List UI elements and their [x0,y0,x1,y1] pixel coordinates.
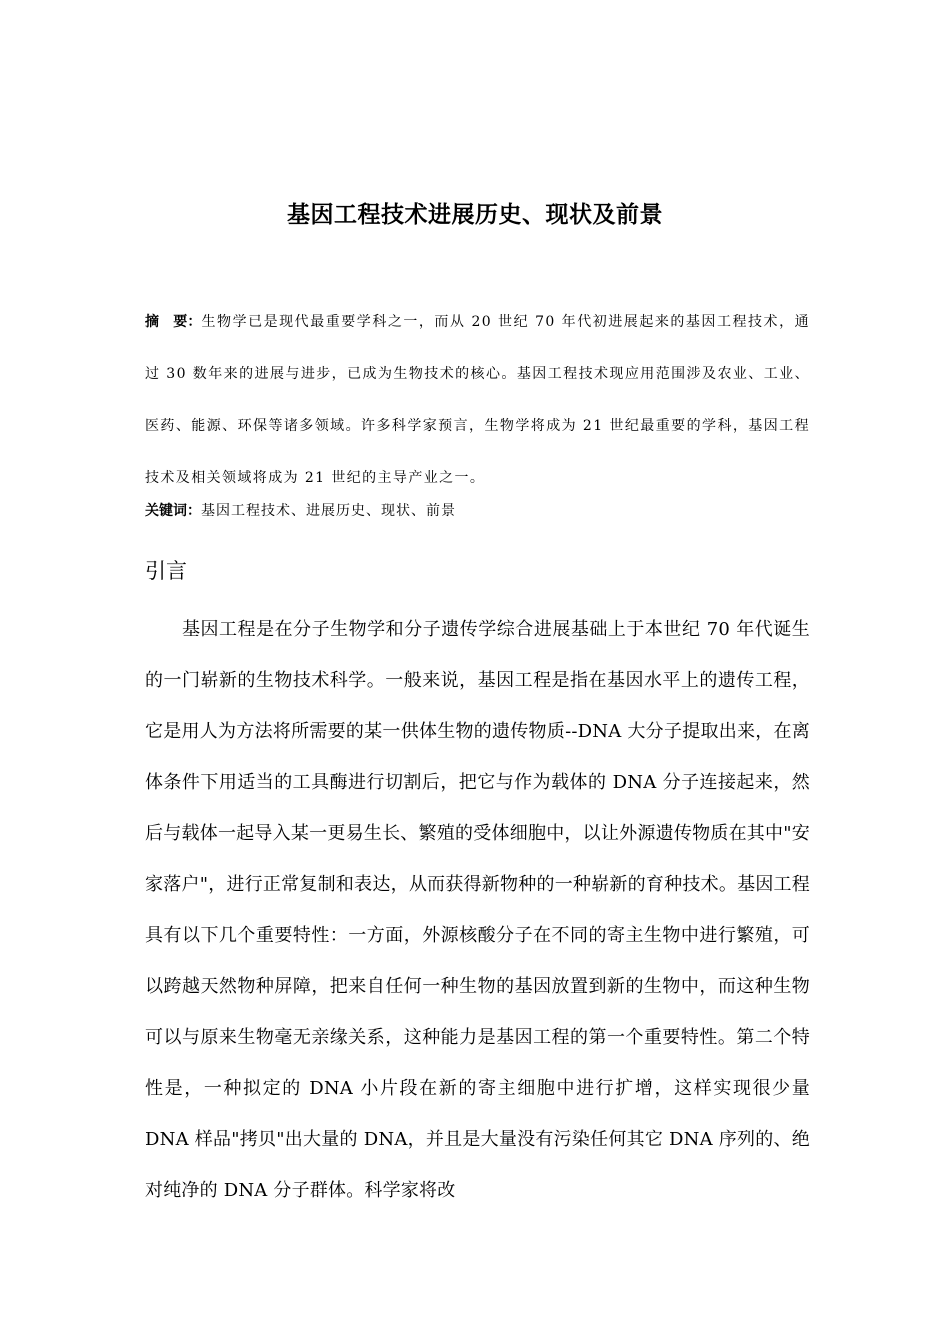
document-title: 基因工程技术进展历史、现状及前景 [287,202,663,229]
keywords-section [145,498,810,524]
keywords-label: 关键词： [145,503,201,519]
body-paragraph: 基因工程是在分子生物学和分子遗传学综合进展基础上于本世纪 70 年代诞生的一门崭新的生物技术科学。一般来说，基因工程是指在基因水平上的遗传工程，它是用人为方法将所需要的某一供体生物的遗传物质--DNA 大分子提取出来，在离体条件下用适当的工具酶进行切割后，把它与作为载体的 DNA 分子连接起来，然后与载体一起导入某一更易生长、繁殖的受体细胞中，以让外源遗传物质在其中"安家落户"，进行正常复制和表达，从而获得新物种的一种崭新的育种技术。基因工程具有以下几个重要特性：一方面，外源核酸分子在不同的寄主生物中进行繁殖，可以跨越天然物种屏障，把来自任何一种生物的基因放置到新的生物中，而这种生物可以与原来生物毫无亲缘关系，这种能力是基因工程的第一个重要特性。第二个特性是，一种拟定的 DNA 小片段在新的寄主细胞中进行扩增，这样实现很少量 DNA 样品"拷贝"出大量的 DNA，并且是大量没有污染任何其它 DNA 序列的、绝对纯净的 DNA 分子群体。科学家将改 [145,619,810,1201]
keywords-text: 基因工程技术、进展历史、现状、前景 [201,503,456,519]
abstract-label: 摘 要： [145,314,202,330]
section-heading-introduction: 引言 [145,559,187,584]
abstract-text: 生物学已是现代最重要学科之一，而从 20 世纪 70 年代初进展起来的基因工程技术，通过 30 数年来的进展与进步，已成为生物技术的核心。基因工程技术现应用范围涉及农业、工业、医药、能源、环保等诸多领域。许多科学家预言，生物学将成为 21 世纪最重要的学科，基因工程技术及相关领域将成为 21 世纪的主导产业之一。 [145,314,810,486]
abstract-section [145,296,810,504]
